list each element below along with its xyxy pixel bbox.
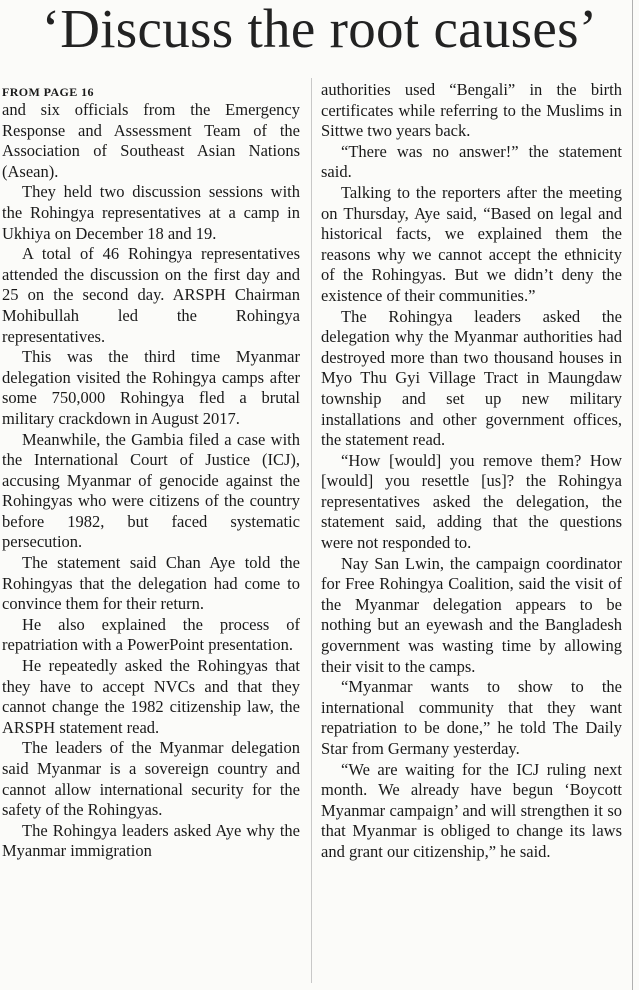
paragraph: Meanwhile, the Gambia filed a case with the International Court of Justice (ICJ), accusing Myanmar of genocide against the Rohingyas who were citizens of the country before 1982, but faced systematic persecution. [2, 429, 300, 552]
paragraph: Talking to the reporters after the meeting on Thursday, Aye said, “Based on legal and historical facts, we explained them the reasons why we cannot accept the ethnicity of the Rohingyas. But we didn’t deny the existence of their communities.” [321, 182, 622, 305]
paragraph: This was the third time Myanmar delegation visited the Rohingya camps after some 750,000 Rohingya fled a brutal military crackdown in August 2017. [2, 347, 300, 428]
paragraph: A total of 46 Rohingya representatives attended the discussion on the first day and 25 on the second day. ARSPH Chairman Mohibullah led the Rohingya representatives. [2, 244, 300, 346]
column-divider [311, 78, 312, 983]
paragraph: The Rohingya leaders asked Aye why the Myanmar immigration [2, 820, 300, 861]
paragraph: “Myanmar wants to show to the international community that they want repatriation to be done,” he told The Daily Star from Germany yesterday. [321, 677, 622, 758]
paragraph: He also explained the process of repatriation with a PowerPoint presentation. [2, 614, 300, 655]
page-edge-rule [632, 0, 633, 990]
headline: ‘Discuss the root causes’ [41, 0, 598, 59]
paragraph: authorities used “Bengali” in the birth certificates while referring to the Muslims in Sittwe two years back. [321, 80, 622, 141]
paragraph: The Rohingya leaders asked the delegation why the Myanmar authorities had destroyed more than two thousand houses in Myo Thu Gyi Village Tract in Maungdaw township and set up new military installations and other government offices, the statement read. [321, 306, 622, 450]
paragraph: The leaders of the Myanmar delegation said Myanmar is a sovereign country and cannot allow international security for the safety of the Rohingyas. [2, 738, 300, 820]
continuation-kicker: FROM PAGE 16 [2, 85, 94, 99]
paragraph: “How [would] you remove them? How [would] you resettle [us]? the Rohingya representatives asked the delegation, the statement said, adding that the questions were not responded to. [321, 450, 622, 553]
paragraph: They held two discussion sessions with the Rohingya representatives at a camp in Ukhiya on December 18 and 19. [2, 182, 300, 243]
paragraph: Nay San Lwin, the campaign coordinator for Free Rohingya Coalition, said the visit of the Myanmar delegation appears to be nothing but an eyewash and the Bangladesh government was wasting time by allowing their visit to the camps. [321, 553, 622, 676]
paragraph: and six officials from the Emergency Response and Assessment Team of the Association of Southeast Asian Nations (Asean). [2, 100, 300, 181]
paragraph: The statement said Chan Aye told the Rohingyas that the delegation had come to convince them for their return. [2, 553, 300, 614]
right-column [321, 80, 622, 863]
paragraph: “We are waiting for the ICJ ruling next month. We already have begun ‘Boycott Myanmar campaign’ and will strengthen it so that Myanmar is obliged to change its laws and grant our citizenship,” he said. [321, 759, 622, 861]
left-column [2, 84, 300, 862]
paragraph: “There was no answer!” the statement said. [321, 141, 622, 182]
paragraph: He repeatedly asked the Rohingyas that they have to accept NVCs and that they cannot change the 1982 citizenship law, the ARSPH statement read. [2, 656, 300, 737]
